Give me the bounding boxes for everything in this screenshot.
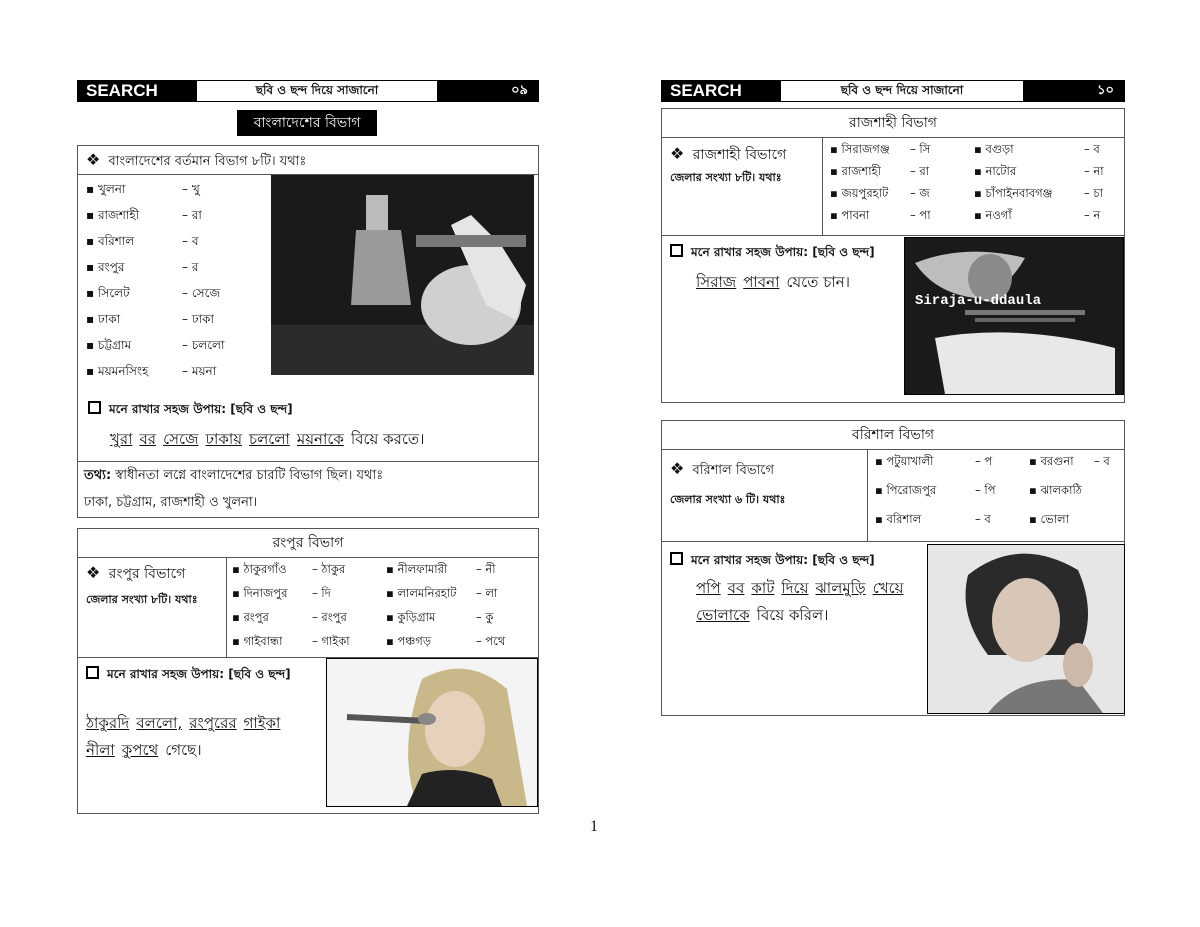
district-code: – প (975, 454, 993, 468)
division-name: খুলনা (97, 182, 126, 196)
fact-text-2: ঢাকা, চট্টগ্রাম, রাজশাহী ও খুলনা। (84, 495, 258, 510)
list-item (86, 280, 266, 306)
bullet: ▪ (386, 562, 398, 576)
district-label: রাজশাহী (841, 164, 881, 178)
rangpur-count: জেলার সংখ্যা ৮টি। যথাঃ (86, 593, 198, 606)
district-label: ঠাকুরগাঁও (243, 562, 287, 576)
district-name (386, 633, 431, 652)
division-name: ঢাকা (97, 312, 121, 326)
district-code: – পি (975, 483, 996, 497)
district-code: – লা (476, 586, 498, 600)
mnemonic-word: পাবনা (743, 273, 780, 291)
bullet: ▪ (974, 208, 986, 222)
bullet: ▪ (386, 634, 398, 648)
mnemonic-word: বর (139, 430, 157, 448)
district-label: লালমনিরহাট (397, 586, 457, 600)
bullet: ▪ (86, 260, 98, 274)
list-item (86, 254, 266, 280)
division-name: রাজশাহী (97, 208, 140, 222)
page-header (77, 80, 539, 102)
page-number: ১০ (1024, 81, 1124, 101)
district-label: বরগুনা (1040, 454, 1074, 468)
singer-photo (326, 658, 538, 807)
tip-label: মনে রাখার সহজ উপায়: [ছবি ও ছন্দ] (691, 553, 875, 567)
division-code: – ব (182, 234, 199, 248)
rangpur-box (77, 528, 539, 814)
division-code: – ঢাকা (182, 312, 214, 326)
district-code: – নী (476, 562, 496, 576)
mnemonic-word: কুপথে (121, 741, 159, 759)
rajshahi-title: রাজশাহী বিভাগ (662, 109, 1124, 138)
bullet: ▪ (830, 208, 842, 222)
mnemonic-word: ভোলাকে (696, 606, 750, 624)
district-label: পটুয়াখালী (886, 454, 934, 468)
right-page (661, 80, 1125, 102)
mnemonic-word: দিয়ে (781, 579, 809, 597)
divisions-heading: বাংলাদেশের বর্তমান বিভাগ ৮টি। যথাঃ (108, 154, 307, 169)
list-item (86, 306, 266, 332)
bullet: ▪ (86, 182, 98, 196)
bullet: ▪ (974, 164, 986, 178)
bullet: ▪ (974, 186, 986, 200)
bullet: ▪ (232, 586, 244, 600)
list-item (86, 176, 266, 202)
mnemonic-word: ঠাকুরদি (86, 714, 130, 732)
bullet: ▪ (875, 512, 887, 526)
mnemonic-word: বিয়ে করিল। (756, 606, 829, 624)
mnemonic-line-2 (86, 739, 209, 764)
bullet: ▪ (875, 483, 887, 497)
bullet: ▪ (232, 634, 244, 648)
footer-page-number: 1 (590, 818, 598, 835)
district-name (232, 633, 283, 652)
division-code: – রা (182, 208, 202, 222)
district-name (386, 585, 456, 604)
bullet: ▪ (86, 208, 98, 222)
district-label: বগুড়া (985, 142, 1014, 156)
search-logo: SEARCH (662, 81, 780, 101)
district-name (974, 207, 1012, 226)
bullet: ▪ (830, 164, 842, 178)
division-code: – র (182, 260, 199, 274)
district-code: – সি (910, 142, 931, 156)
barishal-box (661, 420, 1125, 716)
diamond-bullet-icon: ❖ (670, 459, 685, 478)
tip-label: মনে রাখার সহজ উপায়: [ছবি ও ছন্দ] (107, 667, 291, 681)
fact-text: স্বাধীনতা লগ্নে বাংলাদেশের চারটি বিভাগ ছিল। যথাঃ (115, 468, 384, 483)
mnemonic-word: যেতে চান। (786, 273, 850, 291)
mnemonic-word: খুরা (110, 430, 133, 448)
mnemonic-word: নীলা (86, 741, 115, 759)
list-item (86, 202, 266, 228)
rajshahi-box (661, 108, 1125, 403)
mnemonic-line-2 (696, 604, 836, 629)
district-label: কুড়িগ্রাম (397, 610, 436, 624)
district-label: চাঁপাইনবাবগঞ্জ (985, 186, 1053, 200)
district-name (875, 453, 933, 472)
page-header (661, 80, 1125, 102)
mnemonic-word: বিয়ে করতে। (350, 430, 425, 448)
barishal-label: বরিশাল বিভাগে (692, 463, 775, 478)
mnemonic-word: সেজে (163, 430, 199, 448)
diamond-bullet-icon: ❖ (670, 144, 685, 163)
mnemonic-word: কাট (751, 579, 775, 597)
district-name (386, 561, 447, 580)
mnemonic-word: বললো, (136, 714, 183, 732)
rajshahi-label: রাজশাহী বিভাগে (692, 147, 787, 163)
mnemonic-word: ঢাকায় (205, 430, 243, 448)
division-code: – চললো (182, 338, 225, 352)
district-label: বরিশাল (886, 512, 922, 526)
district-name (232, 585, 287, 604)
district-code: – চা (1084, 186, 1103, 200)
bullet: ▪ (1029, 512, 1041, 526)
mnemonic-word: পপি (696, 579, 721, 597)
bullet: ▪ (386, 610, 398, 624)
bullet: ▪ (232, 562, 244, 576)
list-item (86, 332, 266, 358)
checkbox-square-icon (670, 244, 683, 257)
groom-on-horse-photo (271, 175, 534, 375)
district-label: ভোলা (1040, 512, 1069, 526)
portrait-caption: Siraja-u-ddaula (915, 293, 1042, 309)
fact-label: তথ্য: (84, 468, 112, 483)
rajshahi-districts (822, 137, 1124, 235)
district-name (1029, 511, 1069, 530)
district-label: দিনাজপুর (243, 586, 288, 600)
rangpur-districts (226, 557, 538, 657)
division-name: সিলেট (97, 286, 130, 300)
district-label: ঝালকাঠি (1040, 483, 1082, 497)
barishal-districts (867, 449, 1124, 541)
barishal-title: বরিশাল বিভাগ (662, 421, 1124, 450)
bullet: ▪ (86, 338, 98, 352)
district-code: – ব (1084, 142, 1100, 156)
division-code: – ময়না (182, 364, 217, 378)
diamond-bullet-icon: ❖ (86, 563, 101, 582)
list-item (86, 358, 266, 384)
district-code: – কু (476, 610, 494, 624)
bullet: ▪ (830, 142, 842, 156)
district-label: গাইবান্ধা (243, 634, 283, 648)
section-badge: বাংলাদেশের বিভাগ (237, 110, 377, 136)
left-page (77, 80, 539, 102)
bullet: ▪ (86, 286, 98, 300)
page-number: ০৯ (438, 81, 538, 101)
district-code: – ঠাকুর (312, 562, 346, 576)
bullet: ▪ (86, 312, 98, 326)
bullet: ▪ (830, 186, 842, 200)
division-name: বরিশাল (97, 234, 135, 248)
district-label: সিরাজগঞ্জ (841, 142, 890, 156)
district-name (386, 609, 435, 628)
district-code: – গাইকা (312, 634, 350, 648)
bullet: ▪ (974, 142, 986, 156)
mnemonic-word: ময়নাকে (296, 430, 344, 448)
district-name (830, 163, 881, 182)
barishal-count: জেলার সংখ্যা ৬ টি। যথাঃ (670, 493, 786, 506)
header-title: ছবি ও ছন্দ দিয়ে সাজানো (780, 81, 1024, 101)
division-name: ময়মনসিংহ (97, 364, 149, 378)
header-title: ছবি ও ছন্দ দিয়ে সাজানো (196, 81, 438, 101)
district-code: – পথে (476, 634, 506, 648)
mnemonic-word: সিরাজ (696, 273, 737, 291)
district-name (875, 511, 921, 530)
district-label: পাবনা (841, 208, 870, 222)
mnemonic-word: গাইকা (243, 714, 281, 732)
rajshahi-count: জেলার সংখ্যা ৮টি। যথাঃ (670, 171, 782, 184)
mnemonic-word: গেছে। (165, 741, 202, 759)
district-code: – দি (312, 586, 331, 600)
district-code: – ব (1094, 454, 1110, 468)
district-code: – ন (1084, 208, 1101, 222)
district-label: জয়পুরহাট (841, 186, 889, 200)
division-code: – খু (182, 182, 200, 196)
diamond-bullet-icon: ❖ (86, 150, 101, 169)
mnemonic-word: চললো (249, 430, 290, 448)
mnemonic-word: ঝালমুড়ি (815, 579, 866, 597)
district-name (830, 141, 890, 160)
district-label: নাটোর (985, 164, 1017, 178)
mnemonic-line (696, 271, 857, 296)
tip-label: মনে রাখার সহজ উপায়: [ছবি ও ছন্দ] (691, 245, 875, 259)
district-label: নওগাঁ (985, 208, 1012, 222)
bullet: ▪ (1029, 483, 1041, 497)
district-code: – রংপুর (312, 610, 347, 624)
district-code: – ব (975, 512, 991, 526)
district-label: নীলফামারী (397, 562, 448, 576)
district-name (830, 185, 888, 204)
mnemonic-line-1 (696, 577, 910, 602)
mnemonic-word: রংপুরের (189, 714, 237, 732)
checkbox-square-icon (86, 666, 99, 679)
bullet: ▪ (86, 364, 98, 378)
district-name (232, 561, 287, 580)
mnemonic-word: খেয়ে (872, 579, 904, 597)
district-name (1029, 482, 1082, 501)
district-label: রংপুর (243, 610, 269, 624)
divisions-box (77, 145, 539, 518)
district-name (974, 141, 1014, 160)
bullet: ▪ (386, 586, 398, 600)
checkbox-square-icon (670, 552, 683, 565)
division-name: রংপুর (97, 260, 125, 274)
bullet: ▪ (1029, 454, 1041, 468)
district-name (974, 163, 1016, 182)
district-code: – পা (910, 208, 931, 222)
district-name (232, 609, 269, 628)
division-list (86, 176, 266, 384)
mnemonic-word: বব (727, 579, 745, 597)
mnemonic-line-1 (86, 712, 287, 737)
bullet: ▪ (232, 610, 244, 624)
checkbox-square-icon (88, 401, 101, 414)
district-code: – জ (910, 186, 930, 200)
search-logo: SEARCH (78, 81, 196, 101)
district-label: পিরোজপুর (886, 483, 937, 497)
bullet: ▪ (86, 234, 98, 248)
district-name (875, 482, 936, 501)
district-name (974, 185, 1052, 204)
sirajuddaula-portrait (904, 237, 1124, 395)
division-name: চট্টগ্রাম (97, 338, 132, 352)
list-item (86, 228, 266, 254)
district-label: পঞ্চগড় (397, 634, 432, 648)
district-code: – না (1084, 164, 1104, 178)
bullet: ▪ (875, 454, 887, 468)
woman-portrait-photo (927, 544, 1125, 714)
rangpur-label: রংপুর বিভাগে (108, 566, 186, 582)
mnemonic-line (110, 428, 432, 453)
rangpur-title: রংপুর বিভাগ (78, 529, 538, 558)
division-code: – সেজে (182, 286, 221, 300)
tip-label: মনে রাখার সহজ উপায়: [ছবি ও ছন্দ] (109, 402, 293, 416)
district-name (830, 207, 869, 226)
district-code: – রা (910, 164, 930, 178)
district-name (1029, 453, 1074, 472)
